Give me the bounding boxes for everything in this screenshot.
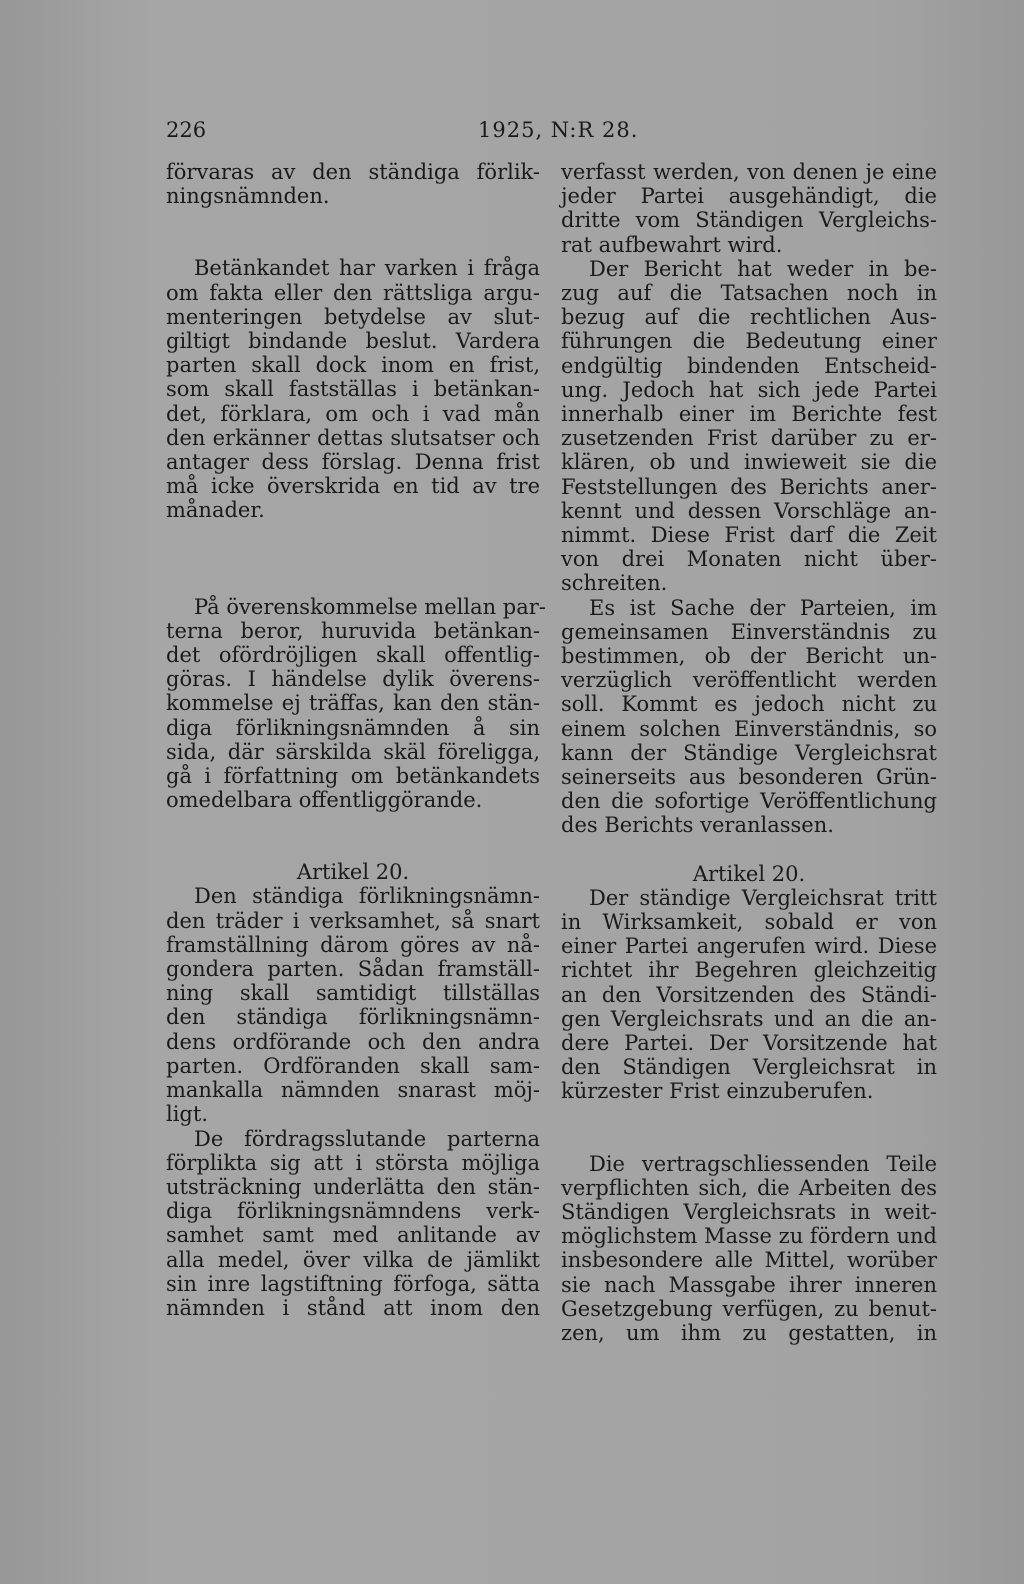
text-line: rat aufbewahrt wird. [561,232,783,257]
text-line: gondera parten. Sådan framställ- [166,957,540,982]
text-line: den Ständigen Vergleichsrat in [561,1055,937,1080]
text-line: om fakta eller den rättsliga argu- [166,280,540,305]
text-line: förvaras av den ständiga förlik- [166,160,540,184]
left-paragraph-3 [166,594,546,813]
text-line: verzüglich veröffentlicht werden [561,668,937,693]
text-line: sin inre lagstiftning förfoga, sätta [166,1271,540,1296]
text-line: som skall fastställas i betänkan- [166,377,540,402]
text-line: Gesetzgebung verfügen, zu benut- [561,1296,937,1321]
text-line: gen Vergleichsrats und an die an- [561,1006,937,1031]
text-line: må icke överskrida en tid av tre [166,474,540,499]
text-line: Die vertragschliessenden Teile [589,1151,937,1176]
text-line: des Berichts veranlassen. [561,813,834,838]
text-line: De fördragsslutande parterna [194,1126,540,1151]
text-line: soll. Kommt es jedoch nicht zu [561,692,937,717]
text-line: kommelse ej träffas, kan den stän- [166,691,540,716]
page-header [0,118,1024,148]
left-paragraph-5 [166,1127,540,1321]
text-line: den träder i verksamhet, så snart [166,908,540,933]
text-line: zen, um ihm zu gestatten, in [561,1320,937,1345]
text-line: gemeinsamen Einverständnis zu [561,619,937,644]
text-line: kürzester Frist einzuberufen. [561,1079,874,1104]
text-line: ningsnämnden. [166,184,330,209]
text-line: verpflichten sich, die Arbeiten des [561,1175,937,1200]
text-line: giltigt bindande beslut. Vardera [166,329,540,354]
text-line: diga förlikningsnämnden å sin [166,715,540,740]
text-line: sida, där särskilda skäl föreligga, [166,739,540,764]
text-line: det, förklara, om och i vad mån [166,401,540,426]
text-line: parten. Ordföranden skall sam- [166,1053,540,1078]
text-line: Den ständiga förlikningsnämn- [194,884,540,909]
text-line: göras. I händelse dylik överens- [166,667,540,692]
text-line: kennt und dessen Vorschläge an- [561,498,937,523]
text-line: framställning därom göres av nå- [166,932,540,957]
text-line: einer Partei angerufen wird. Diese [561,934,937,959]
right-paragraph-4 [561,886,937,1104]
text-line: Der Bericht hat weder in be- [589,256,937,281]
text-line: menteringen betydelse av slut- [166,304,540,329]
left-paragraph-4 [166,884,540,1126]
text-line: nimmt. Diese Frist darf die Zeit [561,523,937,548]
text-line: dritte vom Ständigen Vergleichs- [561,208,937,233]
text-line: månader. [166,498,265,523]
german-column [561,160,937,1345]
text-line: bezug auf die rechtlichen Aus- [561,305,937,330]
text-line: ligt. [166,1102,208,1127]
text-line: innerhalb einer im Berichte fest [561,402,937,427]
text-line: antager dess förslag. Denna frist [166,450,540,475]
text-line: förplikta sig att i största möjliga [166,1150,540,1175]
text-line: von drei Monaten nicht über- [561,547,937,572]
text-line: parten skall dock inom en frist, [166,353,540,378]
text-line: insbesondere alle Mittel, worüber [561,1248,937,1273]
text-line: möglichstem Masse zu fördern und [561,1224,937,1249]
text-line: ung. Jedoch hat sich jede Partei [561,377,937,402]
text-line: diga förlikningsnämndens verk- [166,1199,540,1224]
left-paragraph-2 [166,256,540,522]
text-line: seinerseits aus besonderen Grün- [561,765,937,790]
text-line: bestimmen, ob der Bericht un- [561,644,937,669]
text-line: sie nach Massgabe ihrer inneren [561,1272,937,1297]
text-line: alla medel, över vilka de jämlikt [166,1247,540,1272]
text-line: führungen die Bedeutung einer [561,329,937,354]
text-line: Feststellungen des Berichts aner- [561,474,937,499]
text-line: dere Partei. Der Vorsitzende hat [561,1030,937,1055]
page-number: 226 [166,118,207,142]
text-line: an den Vorsitzenden des Ständi- [561,982,937,1007]
text-line: jeder Partei ausgehändigt, die [561,184,937,209]
text-line: kann der Ständige Vergleichsrat [561,740,937,765]
text-line: endgültig bindenden Entscheid- [561,353,937,378]
text-line: Der ständige Vergleichsrat tritt [589,885,937,910]
text-line: den ständiga förlikningsnämn- [166,1005,540,1030]
text-line: Betänkandet har varken i fråga [194,256,540,281]
right-paragraph-3 [561,596,937,838]
text-line: mankalla nämnden snarast möj- [166,1078,540,1103]
text-line: ning skall samtidigt tillställas [166,981,540,1006]
text-line: den erkänner dettas slutsatser och [166,425,540,450]
right-article-heading: Artikel 20. [692,861,806,886]
text-line: zug auf die Tatsachen noch in [561,281,937,306]
right-paragraph-5 [561,1152,937,1346]
text-line: omedelbara offentliggörande. [166,788,483,813]
right-paragraph-2 [561,257,937,596]
text-line: terna beror, huruvida betänkan- [166,618,540,643]
text-line: einem solchen Einverständnis, so [561,716,937,741]
text-line: schreiten. [561,571,668,596]
swedish-column [166,160,546,1320]
text-line: nämnden i stånd att inom den [166,1295,540,1320]
text-line: det ofördröjligen skall offentlig- [166,643,540,668]
text-line: Ständigen Vergleichsrats in weit- [561,1199,937,1224]
text-line: klären, ob und inwieweit sie die [561,450,937,475]
text-line: in Wirksamkeit, sobald er von [561,909,937,934]
text-line: På överenskommelse mellan par- [194,594,546,619]
text-line: Es ist Sache der Parteien, im [589,595,937,620]
text-line: dens ordförande och den andra [166,1029,540,1054]
running-head: 1925, N:R 28. [478,118,639,142]
text-line: samhet samt med anlitande av [166,1223,540,1248]
right-paragraph-1 [561,160,937,257]
text-line: richtet ihr Begehren gleichzeitig [561,958,937,983]
text-line: gå i författning om betänkandets [166,764,540,789]
text-line: verfasst werden, von denen je eine [561,160,937,184]
left-article-heading: Artikel 20. [296,860,410,885]
text-line: zusetzenden Frist darüber zu er- [561,426,937,451]
left-paragraph-1 [166,160,540,208]
text-line: den die sofortige Veröffentlichung [561,789,937,814]
text-line: utsträckning underlätta den stän- [166,1174,540,1199]
